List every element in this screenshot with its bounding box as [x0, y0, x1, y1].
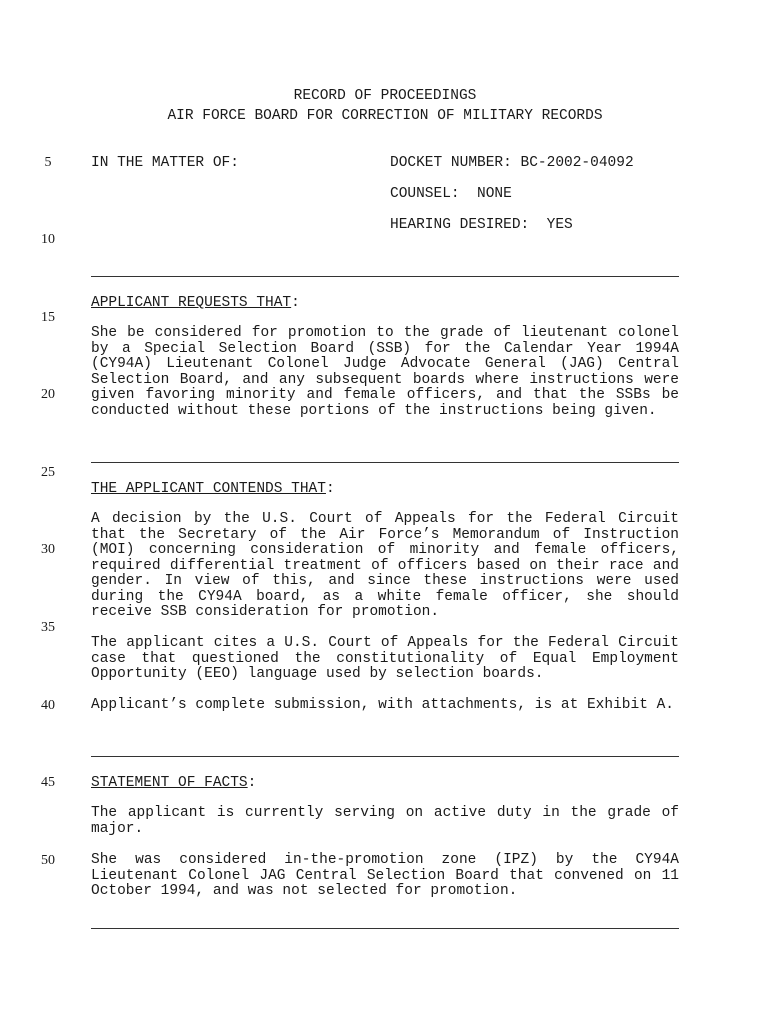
line-number: 30	[41, 542, 55, 557]
line-number: 5	[44, 155, 52, 170]
section-divider	[91, 756, 679, 757]
section-divider	[91, 462, 679, 463]
counsel: COUNSEL: NONE	[390, 186, 512, 202]
section-divider	[91, 928, 679, 929]
requests-heading-text: APPLICANT REQUESTS THAT	[91, 295, 292, 311]
section-divider	[91, 276, 679, 277]
line-number: 20	[41, 387, 55, 402]
line-number: 10	[41, 232, 55, 247]
line-number: 45	[41, 775, 55, 790]
facts-heading: STATEMENT OF FACTS:	[91, 775, 257, 791]
matter-label: IN THE MATTER OF:	[91, 155, 239, 171]
contends-paragraph-1: A decision by the U.S. Court of Appeals for the Federal Circuit that the Secretary of the Air Force’s Memorandum of Instruction (MOI) concerning consideration of minority and female officers, required differential treatment of officers based on their race and gender. In view of this, and since these instructions were used during the CY94A board, as a white female officer, she should receive SSB consideration for promotion.	[91, 511, 679, 620]
facts-paragraph-1: The applicant is currently serving on active duty in the grade of major.	[91, 805, 679, 837]
line-number: 15	[41, 310, 55, 325]
document-subtitle: AIR FORCE BOARD FOR CORRECTION OF MILITARY RECORDS	[167, 108, 603, 124]
facts-paragraph-2: She was considered in-the-promotion zone (IPZ) by the CY94A Lieutenant Colonel JAG Central Selection Board that convened on 11 October 1994, and was not selected for promotion.	[91, 852, 679, 899]
contends-heading-text: THE APPLICANT CONTENDS THAT	[91, 481, 326, 497]
docket-number: DOCKET NUMBER: BC-2002-04092	[390, 155, 634, 171]
requests-heading: APPLICANT REQUESTS THAT:	[91, 295, 300, 311]
document-title: RECORD OF PROCEEDINGS	[293, 88, 477, 104]
facts-heading-text: STATEMENT OF FACTS	[91, 775, 248, 791]
contends-paragraph-2: The applicant cites a U.S. Court of Appeals for the Federal Circuit case that questioned the constitutionality of Equal Employment Opportunity (EEO) language used by selection boards.	[91, 635, 679, 682]
requests-body: She be considered for promotion to the grade of lieutenant colonel by a Special Selection Board (SSB) for the Calendar Year 1994A (CY94A) Lieutenant Colonel Judge Advocate General (JAG) Central Selection Board, and any subsequent boards where instructions were given favoring minority and female officers, and that the SSBs be conducted without these portions of the instructions being given.	[91, 325, 679, 419]
hearing-desired: HEARING DESIRED: YES	[390, 217, 573, 233]
line-number: 25	[41, 465, 55, 480]
line-number: 40	[41, 698, 55, 713]
line-number: 35	[41, 620, 55, 635]
contends-heading: THE APPLICANT CONTENDS THAT:	[91, 481, 335, 497]
contends-paragraph-3: Applicant’s complete submission, with attachments, is at Exhibit A.	[91, 697, 674, 713]
line-number: 50	[41, 853, 55, 868]
